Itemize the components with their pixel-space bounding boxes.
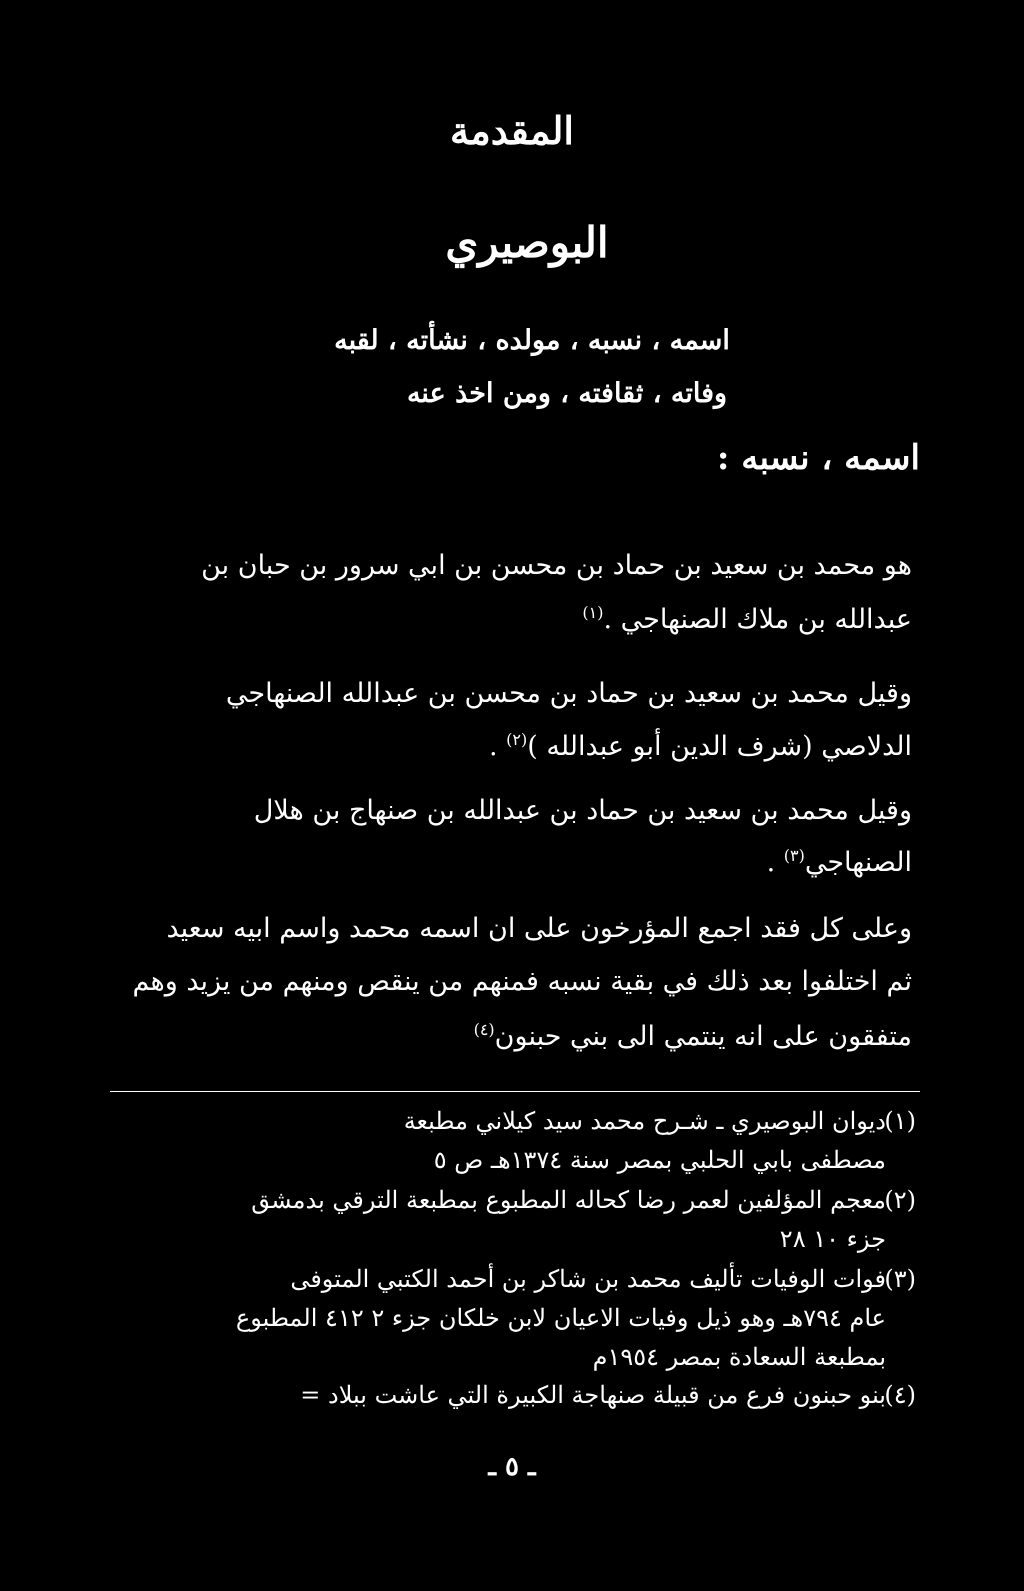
toc-line-2: وفاته ، ثقافته ، ومن اخذ عنه — [406, 378, 728, 409]
footnote-3-line-2: عام ٧٩٤هـ وهو ذيل وفيات الاعيان لابن خلكان جزء ٢ ٤١٢ المطبوع — [235, 1304, 886, 1332]
paragraph-4-line-3 — [104, 1017, 912, 1057]
section-heading: اسمه ، نسبه : — [716, 438, 920, 478]
paragraph-2-line-1: وقيل محمد بن سعيد بن حماد بن محسن بن عبدالله الصنهاجي — [225, 678, 912, 709]
paragraph-1-line-2 — [104, 600, 912, 640]
footnote-divider — [110, 1091, 920, 1092]
paragraph-1-text: عبدالله بن ملاك الصنهاجي . — [603, 604, 912, 635]
footnote-ref-3: (٣) — [783, 846, 805, 865]
paragraph-4-line-1: وعلى كل فقد اجمع المؤرخون على ان اسمه محمد واسم ابيه سعيد — [166, 913, 912, 944]
paragraph-4-text: متفقون على انه ينتمي الى بني حبنون — [494, 1021, 912, 1052]
paragraph-1-line-1: هو محمد بن سعيد بن حماد بن محسن بن ابي سرور بن حبان بن — [201, 550, 912, 581]
footnote-3-number: (٣) — [884, 1265, 916, 1293]
paragraph-3-text: الصنهاجي — [804, 847, 912, 878]
toc-line-1: اسمه ، نسبه ، مولده ، نشأته ، لقبه — [334, 325, 730, 356]
footnote-3-line-3: بمطبعة السعادة بمصر ١٩٥٤م — [592, 1343, 886, 1371]
footnote-2-number: (٢) — [884, 1186, 916, 1214]
page-number: ـ ٥ ـ — [488, 1452, 536, 1482]
paragraph-3-tail: . — [766, 847, 784, 878]
footnote-2-line-2: جزء ١٠ ٢٨ — [779, 1225, 886, 1253]
footnote-4-line-1: بنو حبنون فرع من قبيلة صنهاجة الكبيرة التي عاشت ببلاد = — [300, 1381, 886, 1409]
footnote-2-line-1: معجم المؤلفين لعمر رضا كحاله المطبوع بمطبعة الترقي بدمشق — [251, 1186, 886, 1214]
footnote-1-line-1: ديوان البوصيري ـ شـرح محمد سيد كيلاني مطبعة — [403, 1107, 886, 1135]
paragraph-4-line-2: ثم اختلفوا بعد ذلك في بقية نسبه فمنهم من ينقص ومنهم من يزيد وهم — [132, 966, 912, 997]
footnote-3-line-1: فوات الوفيات تأليف محمد بن شاكر بن أحمد الكتبي المتوفى — [290, 1265, 886, 1293]
footnote-ref-1: (١) — [582, 603, 604, 622]
footnote-ref-2: (٢) — [506, 730, 528, 749]
paragraph-3-line-2 — [104, 843, 912, 883]
footnote-4-number: (٤) — [884, 1381, 916, 1409]
paragraph-3-line-1: وقيل محمد بن سعيد بن حماد بن عبدالله بن صنهاج بن هلال — [253, 795, 912, 826]
page-subtitle: البوصيري — [445, 218, 609, 267]
footnote-1-line-2: مصطفى بابي الحلبي بمصر سنة ١٣٧٤هـ ص ٥ — [433, 1146, 886, 1174]
paragraph-2-text: الدلاصي (شرف الدين أبو عبدالله ) — [527, 731, 912, 762]
footnote-ref-4: (٤) — [473, 1020, 495, 1039]
page-title: المقدمة — [449, 108, 574, 153]
footnote-1-number: (١) — [884, 1107, 916, 1135]
paragraph-2-line-2 — [104, 727, 912, 767]
paragraph-2-tail: . — [489, 731, 507, 762]
